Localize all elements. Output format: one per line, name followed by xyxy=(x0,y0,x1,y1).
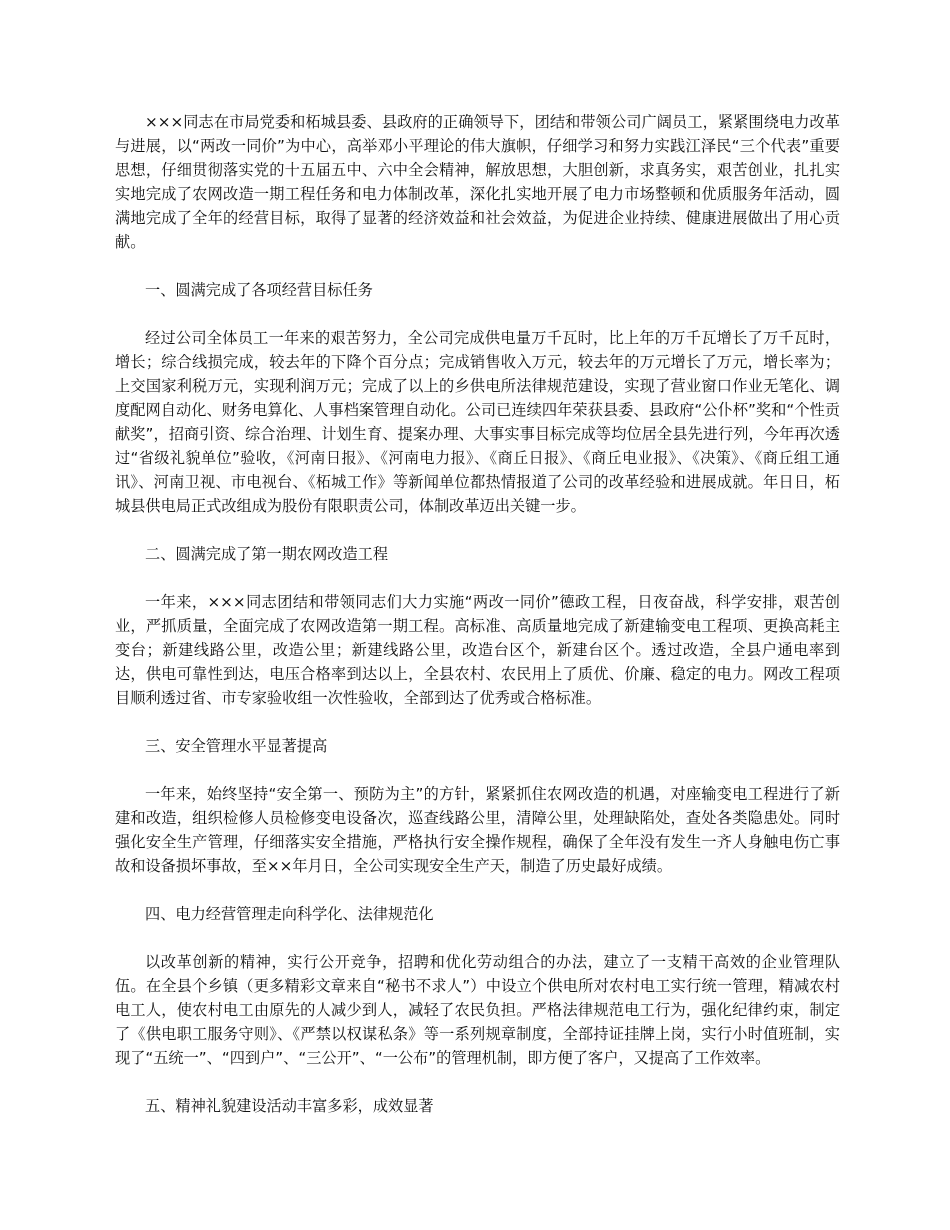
section-heading: 二、圆满完成了第一期农网改造工程 xyxy=(145,545,388,563)
section-heading: 三、安全管理水平显著提高 xyxy=(145,737,328,755)
section-heading: 四、电力经营管理走向科学化、法律规范化 xyxy=(145,905,434,923)
document-page xyxy=(115,110,840,1142)
section-heading: 一、圆满完成了各项经营目标任务 xyxy=(145,281,373,299)
section-paragraph: 一年来，×××同志团结和带领同志们大力实施“两改一同价”德政工程，日夜奋战，科学安排，艰苦创业，严抓质量，全面完成了农网改造第一期工程。高标准、高质量地完成了新建输变电工程项、更换高耗主变台；新建线路公里，改造公里；新建线路公里，改造台区个，新建台区个。透过改造，全县户通电率到达，供电可靠性到达，电压合格率到达以上，全县农村、农民用上了质优、价廉、稳定的电力。网改工程项目顺利透过省、市专家验收组一次性验收，全部到达了优秀或合格标准。 xyxy=(115,593,840,707)
section-heading: 五、精神礼貌建设活动丰富多彩，成效显著 xyxy=(145,1097,434,1115)
section-paragraph: 经过公司全体员工一年来的艰苦努力，全公司完成供电量万千瓦时，比上年的万千瓦增长了万千瓦时，增长；综合线损完成，较去年的下降个百分点；完成销售收入万元，较去年的万元增长了万元，增长率为；上交国家利税万元，实现利润万元；完成了以上的乡供电所法律规范建设，实现了营业窗口作业无笔化、调度配网自动化、财务电算化、人事档案管理自动化。公司已连续四年荣获县委、县政府“公仆杯”奖和“个性贡献奖”，招商引资、综合治理、计划生育、提案办理、大事实事目标完成等均位居全县先进行列，今年再次透过“省级礼貌单位”验收，《河南日报》、《河南电力报》、《商丘日报》、《商丘电业报》、《决策》、《商丘组工通讯》、河南卫视、市电视台、《柘城工作》等新闻单位都热情报道了公司的改革经验和进展成就。年日日，柘城县供电局正式改组成为股份有限职责公司，体制改革迈出关键一步。 xyxy=(115,329,840,515)
section-paragraph: 以改革创新的精神，实行公开竞争，招聘和优化劳动组合的办法，建立了一支精干高效的企业管理队伍。在全县个乡镇（更多精彩文章来自“秘书不求人”）中设立个供电所对农村电工实行统一管理，精减农村电工人，使农村电工由原先的人减少到人，减轻了农民负担。严格法律规范电工行为，强化纪律约束，制定了《供电职工服务守则》、《严禁以权谋私条》等一系列规章制度，全部持证挂牌上岗，实行小时值班制，实现了“五统一”、“四到户”、“三公开”、“一公布”的管理机制，即方便了客户，又提高了工作效率。 xyxy=(115,953,840,1067)
intro-paragraph: ×××同志在市局党委和柘城县委、县政府的正确领导下，团结和带领公司广阔员工，紧紧围绕电力改革与进展，以“两改一同价”为中心，高举邓小平理论的伟大旗帜，仔细学习和努力实践江泽民“三个代表”重要思想，仔细贯彻落实党的十五届五中、六中全会精神，解放思想，大胆创新，求真务实，艰苦创业，扎扎实实地完成了农网改造一期工程任务和电力体制改革，深化扎实地开展了电力市场整顿和优质服务年活动，圆满地完成了全年的经营目标，取得了显著的经济效益和社会效益，为促进企业持续、健康进展做出了用心贡献。 xyxy=(115,113,840,251)
section-paragraph: 一年来，始终坚持“安全第一、预防为主”的方针，紧紧抓住农网改造的机遇，对座输变电工程进行了新建和改造，组织检修人员检修变电设备次，巡查线路公里，清障公里，处理缺陷处，查处各类隐患处。同时强化安全生产管理，仔细落实安全措施，严格执行安全操作规程，确保了全年没有发生一齐人身触电伤亡事故和设备损坏事故，至××年月日，全公司实现安全生产天，制造了历史最好成绩。 xyxy=(115,785,840,875)
